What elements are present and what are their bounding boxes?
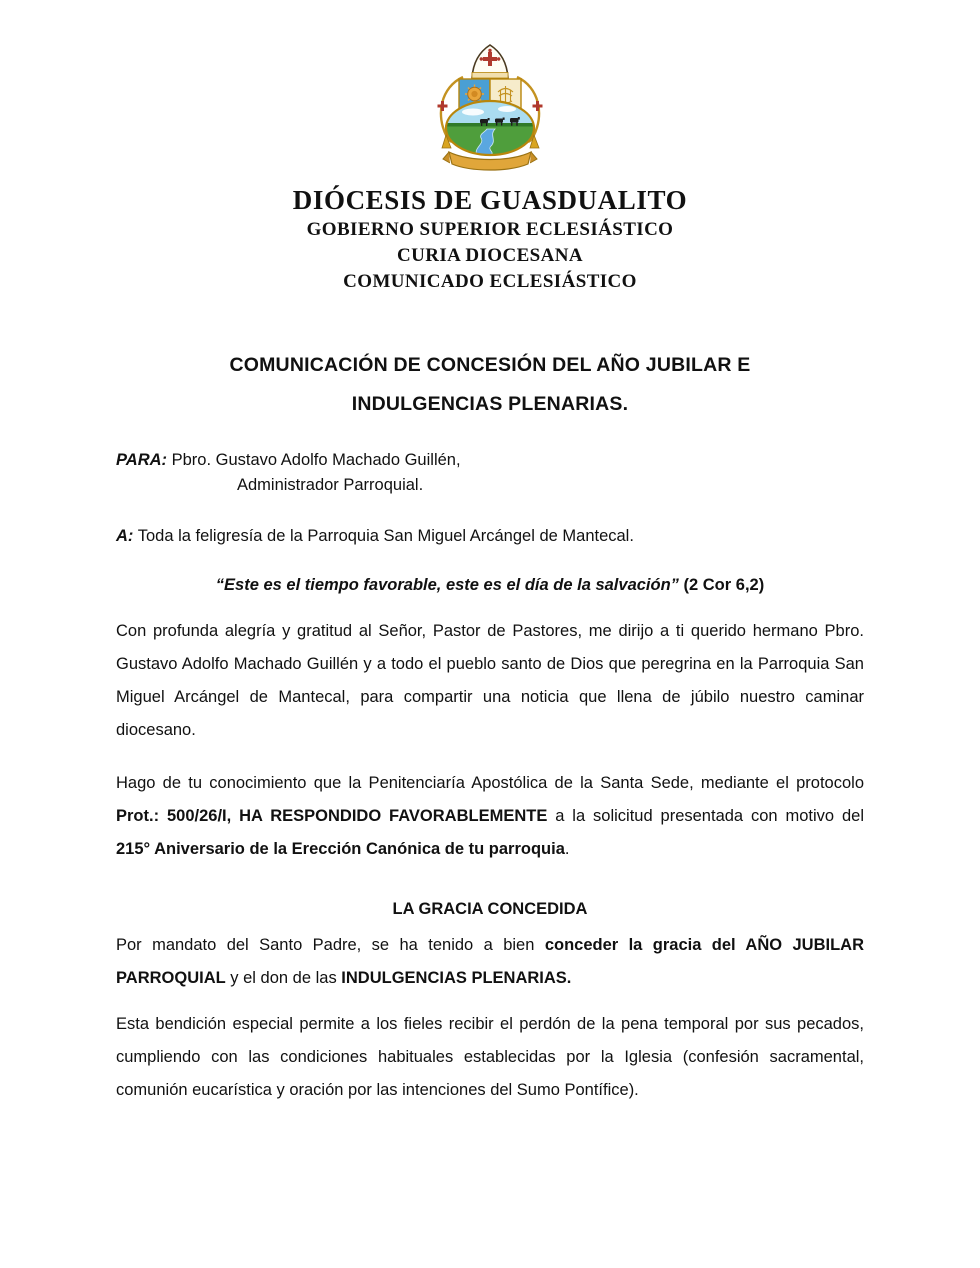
indulgences-highlight: INDULGENCIAS PLENARIAS. — [341, 969, 572, 987]
letterhead-line-communique: COMUNICADO ECLESIÁSTICO — [343, 271, 637, 292]
protocol-middle: a la solicitud presentada con motivo del — [547, 807, 864, 825]
letterhead-line-curia: CURIA DIOCESANA — [397, 245, 583, 266]
section-heading-gracia: LA GRACIA CONCEDIDA — [392, 900, 588, 918]
recipient-para-label: PARA: — [116, 451, 168, 469]
favorable-response: HA RESPONDIDO FAVORABLEMENTE — [239, 807, 548, 825]
recipient-para-role: Administrador Parroquial. — [237, 476, 424, 494]
protocol-intro: Hago de tu conocimiento que la Penitenciaría Apostólica de la Santa Sede, mediante el protocolo — [116, 774, 864, 792]
grant-intro: Por mandato del Santo Padre, se ha tenido a bien — [116, 936, 545, 954]
paragraph-conditions: Esta bendición especial permite a los fieles recibir el perdón de la pena temporal por sus pecados, cumpliendo con las condiciones habituales establecidas por la Iglesia (confesión sacramental, comunión eucarística y oración por las intenciones del Sumo Pontífice). — [116, 1015, 864, 1099]
scripture-quote-text: “Este es el tiempo favorable, este es el día de la salvación” — [215, 576, 679, 594]
protocol-number: Prot.: 500/26/I, — [116, 807, 232, 825]
grant-middle: y el don de las — [225, 969, 342, 987]
recipient-para-name: Pbro. Gustavo Adolfo Machado Guillén, — [171, 451, 461, 469]
recipient-a-line — [116, 524, 864, 549]
letterhead-line-government: GOBIERNO SUPERIOR ECLESIÁSTICO — [306, 219, 674, 240]
recipient-block — [116, 448, 864, 549]
diocese-crest — [429, 43, 551, 173]
diocese-crest-graphic — [429, 43, 551, 173]
scripture-quote — [116, 573, 864, 598]
document-title — [116, 346, 864, 424]
protocol-end: . — [564, 840, 570, 858]
letterhead — [116, 184, 864, 295]
jubilee-year-highlight: conceder la gracia del AÑO JUBILAR PARROQUIAL — [116, 936, 864, 987]
recipient-a-label: A: — [116, 527, 134, 545]
recipient-para-line — [116, 448, 864, 473]
protocol-space — [231, 807, 239, 825]
scripture-quote-reference: (2 Cor 6,2) — [678, 576, 765, 594]
paragraph-grant — [116, 929, 864, 995]
mitre-icon — [472, 45, 508, 78]
anniversary-highlight: 215° Aniversario de la Erección Canónica de tu parroquia — [116, 840, 565, 858]
paragraph-protocol — [116, 767, 864, 866]
organization-name: DIÓCESIS DE GUASDUALITO — [292, 185, 688, 215]
paragraph-greeting: Con profunda alegría y gratitud al Señor, Pastor de Pastores, me dirijo a ti querido hermano Pbro. Gustavo Adolfo Machado Guillén y a todo el pueblo santo de Dios que peregrina en la Parroquia San Miguel Arcángel de Mantecal, para compartir una noticia que llena de júbilo nuestro caminar diocesano. — [116, 622, 864, 739]
document-title-line2: INDULGENCIAS PLENARIAS. — [351, 393, 629, 415]
document-title-line1: COMUNICACIÓN DE CONCESIÓN DEL AÑO JUBILAR E — [229, 354, 751, 376]
recipient-a-text: Toda la feligresía de la Parroquia San Miguel Arcángel de Mantecal. — [137, 527, 634, 545]
